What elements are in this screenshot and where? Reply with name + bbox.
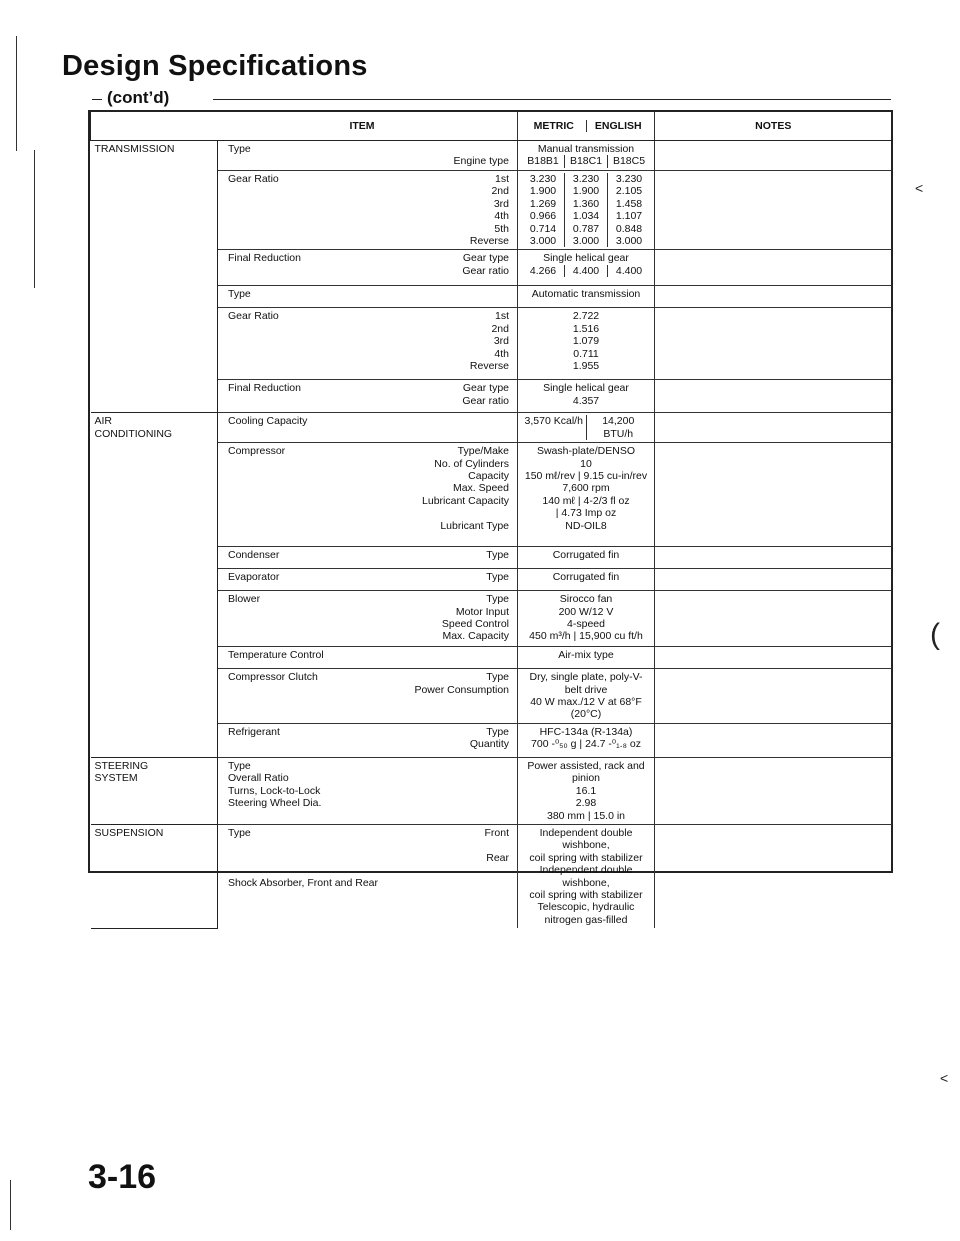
item-sublabels: 1st 2nd 3rd 4th Reverse — [383, 308, 518, 380]
value-line: 4-speed — [567, 618, 605, 631]
engine-variant-value: 4.400 — [607, 265, 650, 277]
corner-mark-bottom: ˂ — [940, 1070, 949, 1086]
spec-value — [518, 824, 655, 928]
item-sublabels: Type Motor Input Speed Control Max. Capacity — [383, 591, 518, 647]
value-line: | 4.73 Imp oz — [555, 507, 617, 520]
value-line: 40 W max./12 V at 68°F (20°C) — [530, 696, 642, 721]
spec-value — [518, 591, 655, 647]
section-label: TRANSMISSION — [91, 141, 218, 413]
subtitle-rule-left — [92, 99, 102, 100]
header-english: ENGLISH — [586, 120, 651, 132]
spec-value — [518, 413, 655, 443]
table-row — [91, 141, 892, 171]
item-label: Compressor Clutch — [218, 669, 383, 724]
value-line: 1.516 — [572, 322, 600, 335]
table-header-row — [91, 112, 892, 141]
header-item: ITEM — [91, 112, 518, 141]
spec-value — [518, 141, 655, 171]
page-number: 3-16 — [88, 1158, 157, 1196]
section-label: AIR CONDITIONING — [91, 413, 218, 757]
item-label: Type — [218, 286, 383, 308]
value-line: Single helical gear — [543, 382, 629, 395]
item-label: Temperature Control — [218, 647, 383, 669]
spec-value — [518, 286, 655, 308]
side-mark: ( — [930, 618, 940, 651]
item-sublabels: Front Rear — [383, 824, 518, 928]
metric-value: 3,570 Kcal/h — [524, 415, 583, 428]
value-line: 1.079 — [572, 335, 600, 348]
item-sublabels: Type — [383, 569, 518, 591]
item-label: Compressor — [218, 443, 383, 547]
binding-margin-line — [10, 1180, 11, 1230]
item-sublabels: Gear type Gear ratio — [383, 380, 518, 413]
value-line: 10 — [580, 457, 592, 470]
value-line: Corrugated fin — [552, 571, 620, 584]
binding-margin-line — [34, 150, 35, 288]
spec-value — [518, 723, 655, 757]
item-sublabels: Type — [383, 547, 518, 569]
item-sublabels: Type Quantity — [383, 723, 518, 757]
notes-cell — [655, 723, 892, 757]
spec-value — [518, 171, 655, 250]
engine-variant-value: B18C5 — [607, 155, 650, 167]
section-label: SUSPENSION — [91, 824, 218, 928]
notes-cell — [655, 757, 892, 824]
section-label: STEERING SYSTEM — [91, 757, 218, 824]
item-label: Final Reduction — [218, 380, 383, 413]
english-value: 14,200 BTU/h — [586, 415, 651, 440]
item-label: Condenser — [218, 547, 383, 569]
spec-value — [518, 443, 655, 547]
header-metric-english — [518, 112, 655, 141]
table-row — [91, 824, 892, 928]
spec-value — [518, 757, 655, 824]
spec-value — [518, 250, 655, 286]
value-line: 200 W/12 V — [558, 605, 614, 618]
item-sublabels — [383, 757, 518, 824]
spec-value — [518, 308, 655, 380]
gear-ratio-column: 3.230 1.900 1.269 0.966 0.714 3.000 — [529, 173, 557, 248]
item-sublabels: 1st 2nd 3rd 4th 5th Reverse — [383, 171, 518, 250]
header-metric: METRIC — [533, 119, 574, 132]
value-line: coil spring with stabilizer — [529, 888, 643, 901]
item-label: Final Reduction — [218, 250, 383, 286]
spec-value — [518, 669, 655, 724]
value-line: 700 -⁰₅₀ g | 24.7 -⁰₁.₈ oz — [531, 738, 641, 751]
value-line: 4.357 — [572, 394, 600, 407]
value-line: 16.1 — [575, 784, 597, 797]
value-line: Telescopic, hydraulic nitrogen gas-filled — [537, 901, 635, 926]
engine-variant-value: B18C1 — [564, 155, 607, 167]
notes-cell — [655, 591, 892, 647]
item-label: Type — [218, 141, 383, 171]
spec-value — [518, 569, 655, 591]
value-line: 7,600 rpm — [562, 482, 610, 495]
engine-variant-value: 4.266 — [529, 264, 557, 277]
header-notes: NOTES — [655, 112, 892, 141]
value-line: 150 mℓ/rev | 9.15 cu-in/rev — [524, 470, 648, 483]
value-line: coil spring with stabilizer — [529, 851, 643, 864]
notes-cell — [655, 380, 892, 413]
notes-cell — [655, 308, 892, 380]
notes-cell — [655, 669, 892, 724]
spec-value — [518, 647, 655, 669]
item-sublabels — [383, 286, 518, 308]
value-line: Independent double wishbone, — [539, 826, 633, 852]
item-label: Type Overall Ratio Turns, Lock-to-Lock Steering Wheel Dia. — [218, 757, 383, 824]
item-label: Gear Ratio — [218, 171, 383, 250]
item-sublabels: Engine type — [383, 141, 518, 171]
notes-cell — [655, 647, 892, 669]
item-sublabels — [383, 413, 518, 443]
notes-cell — [655, 250, 892, 286]
value-line: Dry, single plate, poly-V-belt drive — [529, 671, 643, 696]
item-sublabels: Gear type Gear ratio — [383, 250, 518, 286]
value-line: Corrugated fin — [552, 549, 620, 562]
notes-cell — [655, 443, 892, 547]
notes-cell — [655, 824, 892, 928]
value-line: Independent double wishbone, — [539, 864, 633, 889]
value-line: Air-mix type — [558, 649, 614, 662]
item-label: Evaporator — [218, 569, 383, 591]
notes-cell — [655, 547, 892, 569]
item-sublabels: Type Power Consumption — [383, 669, 518, 724]
spec-table — [90, 112, 892, 929]
value-line: Manual transmission — [537, 143, 635, 155]
notes-cell — [655, 569, 892, 591]
value-line: 140 mℓ | 4-2/3 fl oz — [542, 494, 630, 507]
value-line: 380 mm | 15.0 in — [546, 809, 626, 822]
value-line: Swash-plate/DENSO — [536, 445, 636, 458]
value-line: HFC-134a (R-134a) — [539, 725, 633, 738]
value-line: ND-OIL8 — [565, 519, 607, 532]
gear-ratio-column: 3.230 2.105 1.458 1.107 0.848 3.000 — [607, 173, 650, 247]
spec-value — [518, 547, 655, 569]
item-label: Refrigerant — [218, 723, 383, 757]
value-line: 1.955 — [572, 360, 600, 373]
value-line: Automatic transmission — [531, 288, 641, 301]
notes-cell — [655, 413, 892, 443]
item-sublabels: Type/Make No. of Cylinders Capacity Max. Speed Lubricant Capacity Lubricant Type — [383, 443, 518, 547]
notes-cell — [655, 141, 892, 171]
engine-variant-value: B18B1 — [527, 155, 559, 168]
page-subtitle: (cont’d) — [107, 88, 170, 107]
item-label: Blower — [218, 591, 383, 647]
value-line: 450 m³/h | 15,900 cu ft/h — [529, 630, 643, 643]
notes-cell — [655, 171, 892, 250]
subtitle-rule-right — [213, 99, 891, 100]
corner-mark-top: ˂ — [915, 180, 924, 196]
item-label: Gear Ratio — [218, 308, 383, 380]
value-line: 0.711 — [573, 347, 599, 360]
page-title: Design Specifications — [62, 50, 368, 82]
item-label: Type Shock Absorber, Front and Rear — [218, 824, 383, 928]
value-line: Power assisted, rack and pinion — [527, 759, 645, 785]
value-line: 2.722 — [572, 310, 600, 323]
spec-value — [518, 380, 655, 413]
table-row — [91, 413, 892, 443]
engine-variant-value: 4.400 — [564, 265, 607, 277]
item-label: Cooling Capacity — [218, 413, 383, 443]
item-sublabels — [383, 647, 518, 669]
binding-margin-line — [16, 36, 17, 151]
value-line: Single helical gear — [543, 252, 629, 265]
gear-ratio-column: 3.230 1.900 1.360 1.034 0.787 3.000 — [564, 173, 607, 247]
value-line: 2.98 — [575, 797, 597, 810]
notes-cell — [655, 286, 892, 308]
table-row — [91, 757, 892, 824]
value-line: Sirocco fan — [559, 593, 613, 606]
